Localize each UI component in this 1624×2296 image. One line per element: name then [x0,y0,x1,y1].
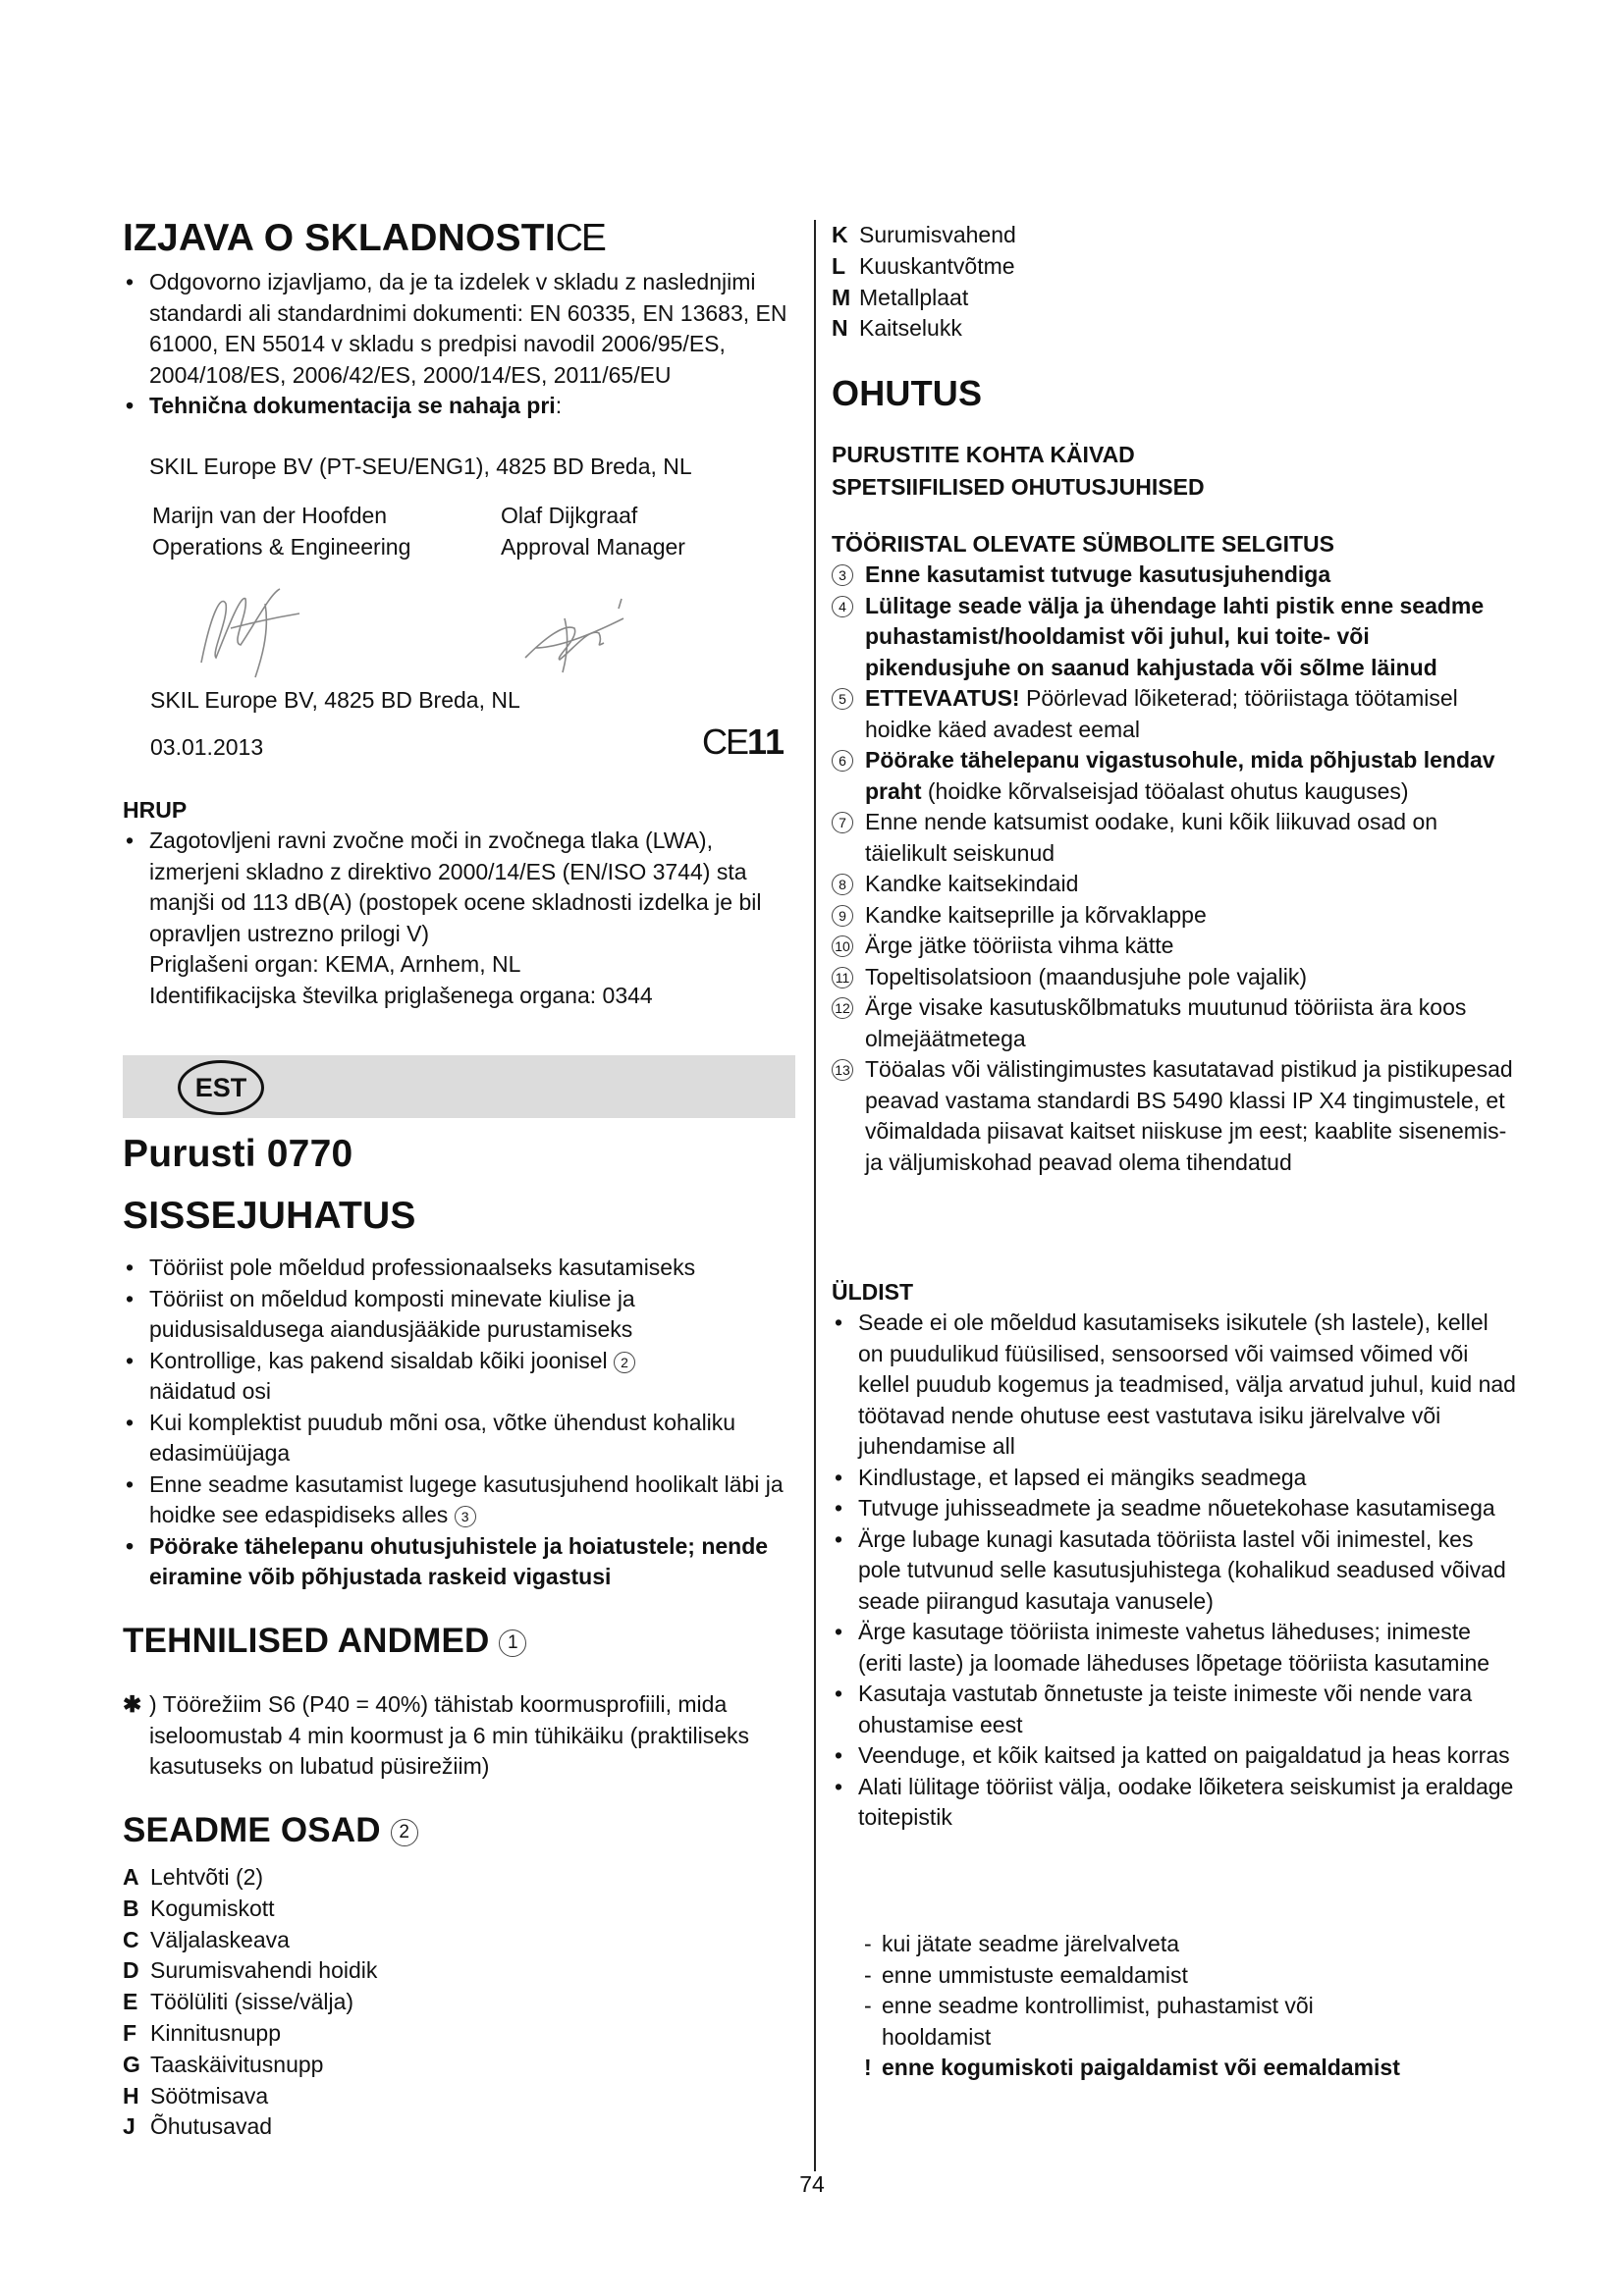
ref-icon: 4 [832,596,853,617]
dash-item: - enne seadme kontrollimist, puhastamist või hooldamist [858,1991,1519,2053]
symbol-item: 10 Ärge jätke tööriista vihma kätte [832,931,1519,962]
symbol-item: 5 ETTEVAATUS! Pöörlevad lõiketerad; tööriistaga töötamisel hoidke käed avadest eemal [832,683,1519,745]
est-badge: EST [178,1060,264,1115]
general-heading: ÜLDIST [832,1279,914,1305]
part-item: F Kinnitusnupp [123,2019,281,2046]
ref-2-icon: 2 [391,1819,418,1846]
izjava-list [123,267,795,422]
signer2-name: Olaf Dijkgraaf [501,503,638,528]
ref-icon: 3 [832,564,853,586]
part-item: H Söötmisava [123,2082,269,2109]
symbol-item: 9 Kandke kaitseprille ja kõrvaklappe [832,900,1519,932]
intro-bullet: • Kontrollige, kas pakend sisaldab kõiki joonisel 2 näidatud osi [123,1346,795,1408]
part-item: J Õhutusavad [123,2113,273,2140]
part-item: K Surumisvahend [832,222,1016,247]
ref-icon: 7 [832,812,853,833]
signature-1-icon [172,574,319,682]
language-band [123,1055,795,1118]
intro-bullet: • Enne seadme kasutamist lugege kasutusjuhend hoolikalt läbi ja hoidke see edaspidiseks alles 3 [123,1469,795,1531]
hrup-list [123,826,795,1011]
general-bullet: • Kindlustage, et lapsed ei mängiks seadmega [832,1463,1519,1494]
intro-bullet-warning: • Pöörake tähelepanu ohutusjuhistele ja hoiatustele; nende eiramine võib põhjustada raskeid vigastusi [123,1531,795,1593]
symbols-heading: TÖÖRIISTAL OLEVATE SÜMBOLITE SELGITUS [832,531,1334,557]
exclamation-icon: ! [864,2055,872,2080]
ref-3-icon: 3 [455,1506,476,1527]
tech-note: ✱ ) Töörežiim S6 (P40 = 40%) tähistab koormusprofiili, mida iseloomustab 4 min koormust ja 6 min tühikäiku (praktiliseks kasutuseks on lubatud püsirežiim) [123,1691,750,1779]
signer-2 [501,501,795,562]
ref-icon: 8 [832,874,853,895]
ce-mark: CE [555,217,605,259]
symbol-item: 3 Enne kasutamist tutvuge kasutusjuhendiga [832,560,1519,591]
dash-item: - kui jätate seadme järelvalveta [858,1929,1519,1960]
hrup-heading: HRUP [123,797,188,823]
symbol-item: 6 Pöörake tähelepanu vigastusohule, mida põhjustab lendav praht (hoidke kõrvalseisjad tööalast ohutus kauguses) [832,745,1519,807]
general-bullet: • Seade ei ole mõeldud kasutamiseks isikutele (sh lastele), kellel on puudulikud füüsilised, sensoorsed või vaimsed võimed või kellel puudub kogemus ja teadmised, välja arvatud juhul, kuid nad töötavad nende ohutuse eest vastutava isiku järelvalve või juhendamise all [832,1308,1519,1463]
symbol-item: 4 Lülitage seade välja ja ühendage lahti pistik enne seadme puhastamist/hooldamist või juhul, kui toite- või pikendusjuhe on saanud kahjustada või sõlme läinud [832,591,1519,684]
parts-list-cont [832,220,1519,345]
general-list [832,1308,1519,1834]
dash-list [832,1929,1519,2053]
ref-2-icon: 2 [614,1352,635,1373]
symbol-item: 8 Kandke kaitsekindaid [832,869,1519,900]
part-item: D Surumisvahendi hoidik [123,1957,378,1984]
ref-icon: 9 [832,905,853,927]
ref-icon: 11 [832,967,853,988]
part-item: N Kaitselukk [832,315,962,342]
part-item: C Väljalaskeava [123,1926,290,1952]
general-bullet: • Veenduge, et kõik kaitsed ja katted on paigaldatud ja heas korras [832,1740,1519,1772]
parts-heading: SEADME OSAD 2 [123,1809,795,1852]
intro-bullet: • Tööriist on mõeldud komposti minevate kiulise ja puidusisaldusega aiandusjääkide purustamiseks [123,1284,795,1346]
izjava-bullet: • Odgovorno izjavljamo, da je ta izdelek v skladu z naslednjimi standardi ali standardnimi dokumenti: EN 60335, EN 13683, EN 61000, EN 55014 v skladu s predpisi navodil 2006/95/ES, 2004/108/ES, 2006/42/ES, 2000/14/ES, 2011/65/EU [123,267,795,391]
product-title: Purusti 0770 [123,1133,353,1175]
part-item: E Töölüliti (sisse/välja) [123,1989,354,2015]
shredder-heading: PURUSTITE KOHTA KÄIVAD SPETSIIFILISED OHUTUSJUHISED [832,442,1205,500]
symbol-item: 12 Ärge visake kasutuskõlbmatuks muutunud tööriista ära koos olmejäätmetega [832,992,1519,1054]
column-divider [814,220,816,2171]
ref-1-icon: 1 [499,1629,526,1657]
general-bullet: • Ärge kasutage tööriista inimeste vahetus läheduses; inimeste (eriti laste) ja loomade läheduses lõpetage tööriista kasutamine [832,1617,1519,1679]
intro-bullet: • Tööriist pole mõeldud professionaalseks kasutamiseks [123,1253,795,1284]
izjava-heading: IZJAVA O SKLADNOSTICE [123,217,605,259]
ref-icon: 10 [832,935,853,957]
dash-item: - enne ummistuste eemaldamist [858,1960,1519,1992]
signer1-name: Marijn van der Hoofden [152,503,388,528]
part-item: B Kogumiskott [123,1895,275,1921]
signer-1 [152,501,476,562]
excl-item: ! enne kogumiskoti paigaldamist või eemaldamist [832,2053,1519,2084]
part-item: G Taaskäivitusnupp [123,2051,324,2077]
part-item: L Kuuskantvõtme [832,252,1015,279]
general-bullet: • Kasutaja vastutab õnnetuste ja teiste inimeste või nende vara ohustamise eest [832,1679,1519,1740]
ref-icon: 6 [832,750,853,772]
general-bullet: • Tutvuge juhisseadmete ja seadme nõuetekohase kasutamisega [832,1493,1519,1524]
part-item: A Lehtvõti (2) [123,1864,264,1890]
page-number: 74 [799,2171,825,2197]
symbol-item: 13 Tööalas või välistingimustes kasutatavad pistikud ja pistikupesad peavad vastama standardi BS 5490 klassi IP X4 tingimustele, et võimaldada piisavat kaitset niiskuse jm eest; kaablite sisenemis- ja väljumiskohad peavad olema tihendatud [832,1054,1519,1178]
symbol-item: 11 Topeltisolatsioon (maandusjuhe pole vajalik) [832,962,1519,993]
signer1-title: Operations & Engineering [152,533,411,560]
ref-icon: 12 [832,997,853,1019]
intro-bullet: • Kui komplektist puudub mõni osa, võtke ühendust kohaliku edasimüüjaga [123,1408,795,1469]
ref-icon: 13 [832,1059,853,1081]
tech-data-heading: TEHNILISED ANDMED 1 [123,1620,795,1663]
ce-year-mark: CE11 [702,721,785,762]
intro-heading: SISSEJUHATUS [123,1195,416,1237]
symbol-item: 7 Enne nende katsumist oodake, kuni kõik liikuvad osad on täielikult seiskunud [832,807,1519,869]
date: 03.01.2013 [150,734,264,760]
asterisk-icon: ✱ [123,1691,142,1717]
symbols-list [832,560,1519,1178]
ref-icon: 5 [832,688,853,710]
parts-list [123,1862,795,2143]
signer2-title: Approval Manager [501,533,685,560]
general-bullet: • Ärge lubage kunagi kasutada tööriista lastel või inimestel, kes pole tutvunud selle kasutusjuhistega (kohalikud seadused võivad seade piirangud kasutaja vanusele) [832,1524,1519,1618]
tech-doc-address: SKIL Europe BV (PT-SEU/ENG1), 4825 BD Breda, NL [149,454,692,479]
part-item: M Metallplaat [832,284,969,310]
signature-2-icon [506,589,643,677]
intro-list [123,1253,795,1593]
safety-heading: OHUTUS [832,373,983,413]
tech-doc-bullet: • Tehnična dokumentacija se nahaja pri: [123,391,795,422]
general-bullet: • Alati lülitage tööriist välja, oodake lõiketera seiskumist ja eraldage toitepistik [832,1772,1519,1834]
company-line: SKIL Europe BV, 4825 BD Breda, NL [150,687,520,713]
hrup-bullet: • Zagotovljeni ravni zvočne moči in zvočnega tlaka (LWA), izmerjeni skladno z direktivo 2000/14/ES (EN/ISO 3744) sta manjši od 113 dB(A) (postopek ocene skladnosti izdelka je bil opravljen ustrezno prilogi V) Priglašeni organ: KEMA, Arnhem, NL Identifikacijska številka priglašenega organa: 0344 [123,826,795,1011]
